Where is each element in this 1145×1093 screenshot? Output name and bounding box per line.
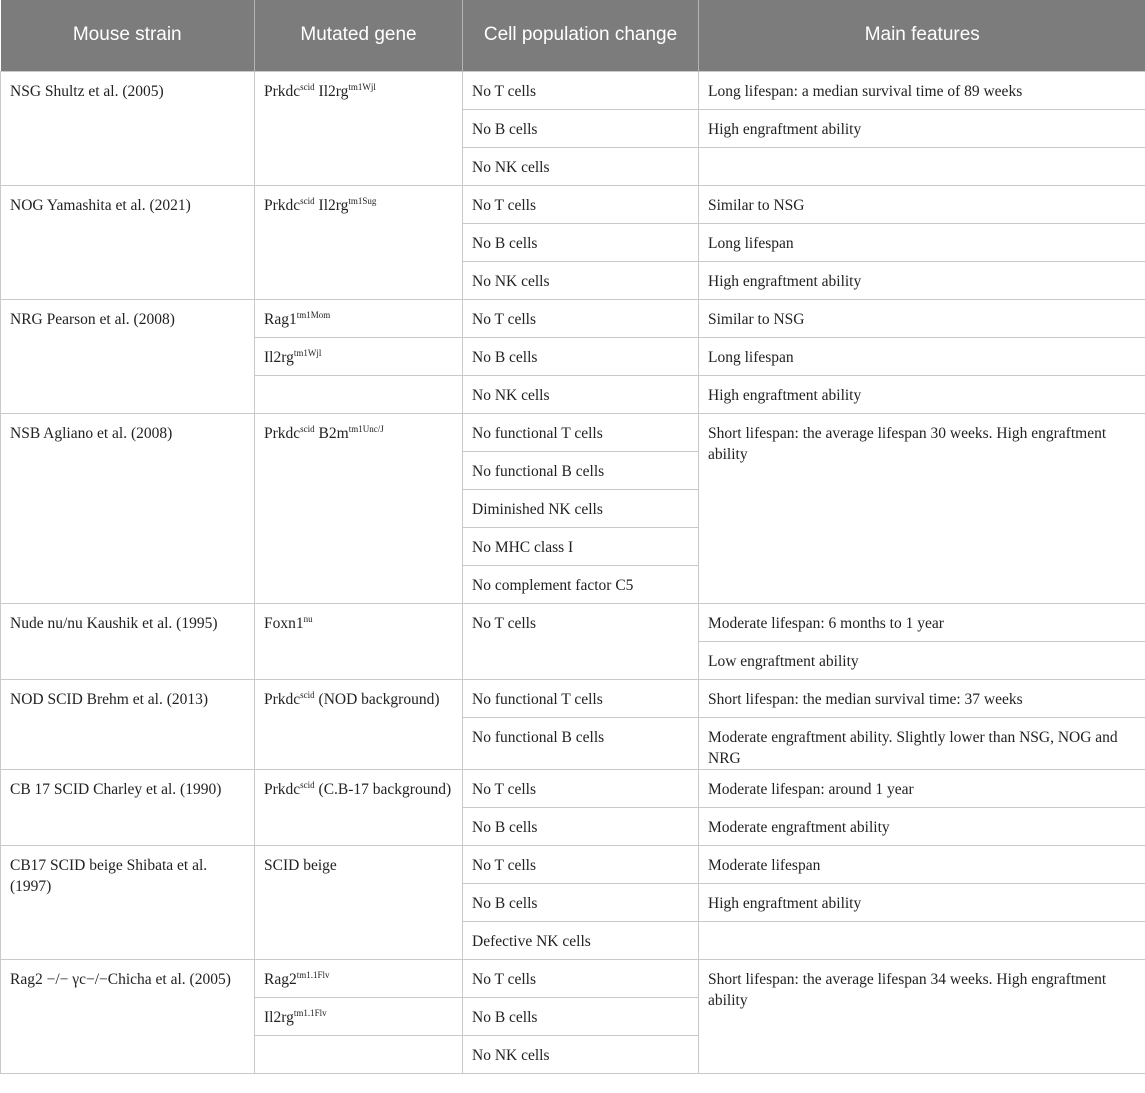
feature-cell: Moderate engraftment ability. Slightly lower than NSG, NOG and NRG <box>699 717 1145 769</box>
gene-cell <box>255 1035 463 1073</box>
cell-population-cell: No T cells <box>463 959 699 997</box>
feature-cell: Short lifespan: the average lifespan 30 weeks. High engraftment ability <box>699 413 1145 603</box>
table-row <box>1 413 1145 451</box>
gene-cell: Prkdc$^{scid}$ (C.B-17 background) <box>255 769 463 845</box>
cell-population-cell: No T cells <box>463 299 699 337</box>
cell-population-cell: No functional B cells <box>463 451 699 489</box>
gene-cell: SCID beige <box>255 845 463 959</box>
feature-cell: Moderate lifespan: around 1 year <box>699 769 1145 807</box>
table-row <box>1 959 1145 997</box>
gene-cell: Prkdc$^{scid}$ (NOD background) <box>255 679 463 769</box>
cell-population-cell: No complement factor C5 <box>463 565 699 603</box>
feature-cell: High engraftment ability <box>699 883 1145 921</box>
strain-cell: Nude nu/nu Kaushik et al. (1995) <box>1 603 255 679</box>
strain-cell: NOG Yamashita et al. (2021) <box>1 185 255 299</box>
table-header-row <box>1 0 1145 71</box>
header-mouse-strain: Mouse strain <box>1 0 255 71</box>
feature-cell <box>699 921 1145 959</box>
gene-cell: Prkdc$^{scid}$ $Il2rg^{tm1Wjl}$ <box>255 71 463 185</box>
feature-cell: Similar to NSG <box>699 185 1145 223</box>
feature-cell: Short lifespan: the median survival time: 37 weeks <box>699 679 1145 717</box>
header-cell-population-change: Cell population change <box>463 0 699 71</box>
strain-cell: CB17 SCID beige Shibata et al. (1997) <box>1 845 255 959</box>
gene-cell: $Rag2^{tm1.1Flv}$ <box>255 959 463 997</box>
table-row <box>1 769 1145 807</box>
header-mutated-gene: Mutated gene <box>255 0 463 71</box>
table-row <box>1 185 1145 223</box>
table-row <box>1 71 1145 109</box>
feature-cell: Low engraftment ability <box>699 641 1145 679</box>
cell-population-cell: No T cells <box>463 845 699 883</box>
cell-population-cell: No B cells <box>463 997 699 1035</box>
table-row <box>1 679 1145 717</box>
cell-population-cell: No NK cells <box>463 147 699 185</box>
cell-population-cell: Defective NK cells <box>463 921 699 959</box>
feature-cell: Long lifespan <box>699 337 1145 375</box>
table-row <box>1 603 1145 641</box>
cell-population-cell: No T cells <box>463 71 699 109</box>
cell-population-cell: No MHC class I <box>463 527 699 565</box>
cell-population-cell: No functional B cells <box>463 717 699 769</box>
strain-cell: NSG Shultz et al. (2005) <box>1 71 255 185</box>
cell-population-cell: No NK cells <box>463 261 699 299</box>
strain-cell: CB 17 SCID Charley et al. (1990) <box>1 769 255 845</box>
cell-population-cell: No NK cells <box>463 375 699 413</box>
cell-population-cell: No functional T cells <box>463 679 699 717</box>
header-main-features: Main features <box>699 0 1145 71</box>
gene-cell <box>255 375 463 413</box>
feature-cell <box>699 147 1145 185</box>
cell-population-cell: No NK cells <box>463 1035 699 1073</box>
cell-population-cell: No T cells <box>463 769 699 807</box>
feature-cell: High engraftment ability <box>699 109 1145 147</box>
feature-cell: Long lifespan <box>699 223 1145 261</box>
strain-cell: NOD SCID Brehm et al. (2013) <box>1 679 255 769</box>
gene-cell: Prkdc$^{scid}$ $B2m^{tm1Unc/J}$ <box>255 413 463 603</box>
gene-cell: $Il2rg^{tm1Wjl}$ <box>255 337 463 375</box>
cell-population-cell: No T cells <box>463 185 699 223</box>
table-row <box>1 299 1145 337</box>
cell-population-cell: No B cells <box>463 807 699 845</box>
gene-cell: Prkdc$^{scid}$ $Il2rg^{tm1Sug}$ <box>255 185 463 299</box>
strain-cell: Rag2 −/− γc−/−Chicha et al. (2005) <box>1 959 255 1073</box>
cell-population-cell: Diminished NK cells <box>463 489 699 527</box>
feature-cell: Long lifespan: a median survival time of 89 weeks <box>699 71 1145 109</box>
cell-population-cell: No B cells <box>463 109 699 147</box>
cell-population-cell: No B cells <box>463 223 699 261</box>
feature-cell: Similar to NSG <box>699 299 1145 337</box>
feature-cell: High engraftment ability <box>699 375 1145 413</box>
feature-cell: High engraftment ability <box>699 261 1145 299</box>
feature-cell: Short lifespan: the average lifespan 34 weeks. High engraftment ability <box>699 959 1145 1073</box>
cell-population-cell: No B cells <box>463 337 699 375</box>
gene-cell: $Il2rg^{tm1.1Flv}$ <box>255 997 463 1035</box>
cell-population-cell: No B cells <box>463 883 699 921</box>
cell-population-cell: No functional T cells <box>463 413 699 451</box>
feature-cell: Moderate engraftment ability <box>699 807 1145 845</box>
strain-cell: NSB Agliano et al. (2008) <box>1 413 255 603</box>
feature-cell: Moderate lifespan: 6 months to 1 year <box>699 603 1145 641</box>
strain-cell: NRG Pearson et al. (2008) <box>1 299 255 413</box>
gene-cell: $Foxn1^{nu}$ <box>255 603 463 679</box>
table-row <box>1 845 1145 883</box>
gene-cell: $Rag1^{tm1Mom}$ <box>255 299 463 337</box>
feature-cell: Moderate lifespan <box>699 845 1145 883</box>
cell-population-cell: No T cells <box>463 603 699 679</box>
